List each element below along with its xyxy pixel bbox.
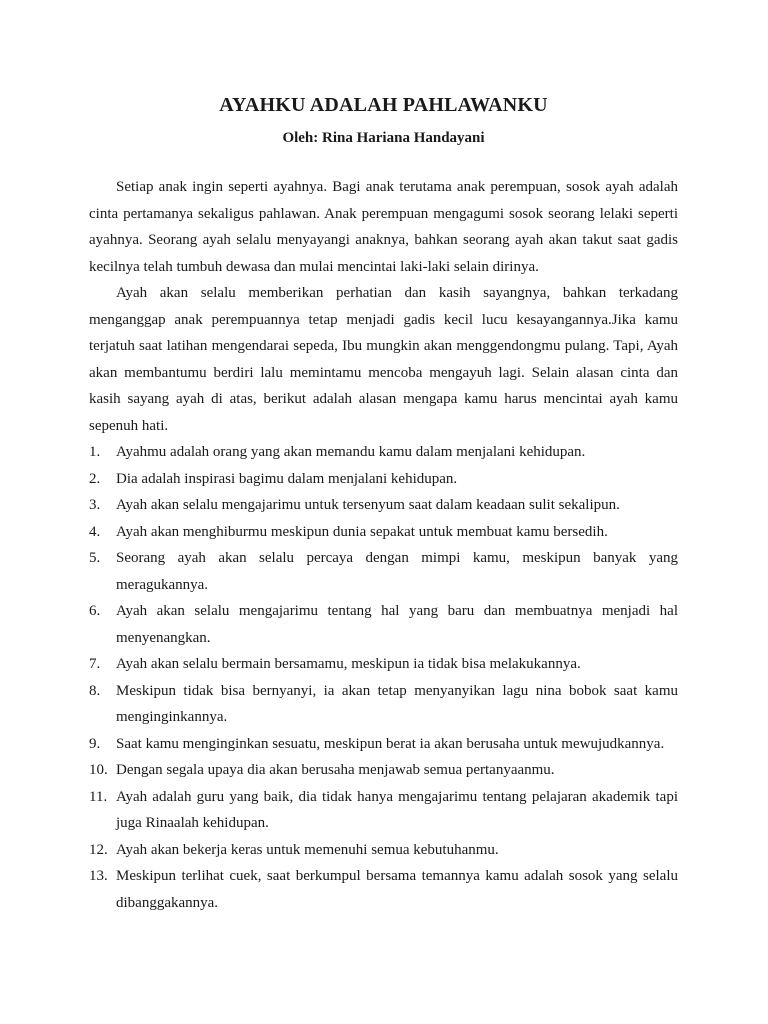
list-item [89,545,678,598]
list-item-number: 1. [89,444,101,460]
list-item [89,837,678,864]
list-item [89,651,678,678]
document-title: AYAHKU ADALAH PAHLAWANKU [219,94,548,116]
paragraph: Ayah akan selalu memberikan perhatian dan kasih sayangnya, bahkan terkadang menganggap anak perempuannya tetap menjadi gadis kecil lucu kesayangannya.Jika kamu terjatuh saat latihan mengendarai sepeda, Ibu mungkin akan menggendongmu pulang. Tapi, Ayah akan membantumu berdiri lalu memintamu mencoba mengayuh lagi. Selain alasan cinta dan kasih sayang ayah di atas, berikut adalah alasan mengapa kamu harus mencintai ayah kamu sepenuh hati. [89,285,678,434]
list-item-text: Ayah akan selalu mengajarimu untuk tersenyum saat dalam keadaan sulit sekalipun. [116,497,620,513]
list-item-number: 8. [89,682,101,699]
list-item-text: Saat kamu menginginkan sesuatu, meskipun berat ia akan berusaha untuk mewujudkannya. [116,735,665,752]
list-item-text: Seorang ayah akan selalu percaya dengan mimpi kamu, meskipun banyak yang meragukannya. [116,550,678,593]
list-item [89,757,678,784]
paragraph: Setiap anak ingin seperti ayahnya. Bagi anak terutama anak perempuan, sosok ayah adalah cinta pertamanya sekaligus pahlawan. Anak perempuan mengagumi sosok seorang lelaki seperti ayahnya. Seorang ayah selalu menyayangi anaknya, bahkan seorang ayah akan takut saat gadis kecilnya telah tumbuh dewasa dan mulai mencintai laki-laki selain dirinya. [89,179,678,275]
document-page [89,92,678,916]
document-body [89,174,678,916]
list-item [89,439,678,466]
list-item [89,519,678,546]
list-item [89,784,678,837]
document-author: Oleh: Rina Hariana Handayani [282,130,485,146]
list-item-number: 3. [89,497,101,513]
list-item-number: 13. [89,868,108,884]
list-item-number: 7. [89,656,101,672]
list-item-text: Meskipun tidak bisa bernyanyi, ia akan tetap menyanyikan lagu nina bobok saat kamu menginginkannya. [116,682,678,725]
list-item-number: 9. [89,735,101,752]
list-item-number: 12. [89,841,108,858]
list-item-text: Ayah adalah guru yang baik, dia tidak hanya mengajarimu tentang pelajaran akademik tapi juga Rinaalah kehidupan. [116,788,678,831]
reasons-list [89,439,678,916]
list-item-text: Meskipun terlihat cuek, saat berkumpul bersama temannya kamu adalah sosok yang selalu dibanggakannya. [116,868,678,911]
list-item-number: 6. [89,603,101,619]
list-item-text: Ayahmu adalah orang yang akan memandu kamu dalam menjalani kehidupan. [116,444,586,460]
list-item [89,678,678,731]
list-item-text: Ayah akan bekerja keras untuk memenuhi semua kebutuhanmu. [116,841,499,858]
list-item [89,598,678,651]
list-item-text: Dia adalah inspirasi bagimu dalam menjalani kehidupan. [116,470,458,487]
list-item [89,863,678,916]
list-item [89,466,678,493]
list-item-number: 11. [89,788,108,805]
list-item-number: 2. [89,470,101,487]
list-item-text: Ayah akan menghiburmu meskipun dunia sepakat untuk membuat kamu bersedih. [116,523,608,540]
list-item [89,731,678,758]
list-item-number: 10. [89,762,108,778]
list-item-number: 4. [89,523,101,540]
list-item-text: Ayah akan selalu mengajarimu tentang hal yang baru dan membuatnya menjadi hal menyenangkan. [116,603,678,646]
list-item-number: 5. [89,550,101,566]
list-item-text: Ayah akan selalu bermain bersamamu, meskipun ia tidak bisa melakukannya. [116,656,581,672]
list-item [89,492,678,519]
list-item-text: Dengan segala upaya dia akan berusaha menjawab semua pertanyaanmu. [116,762,555,778]
